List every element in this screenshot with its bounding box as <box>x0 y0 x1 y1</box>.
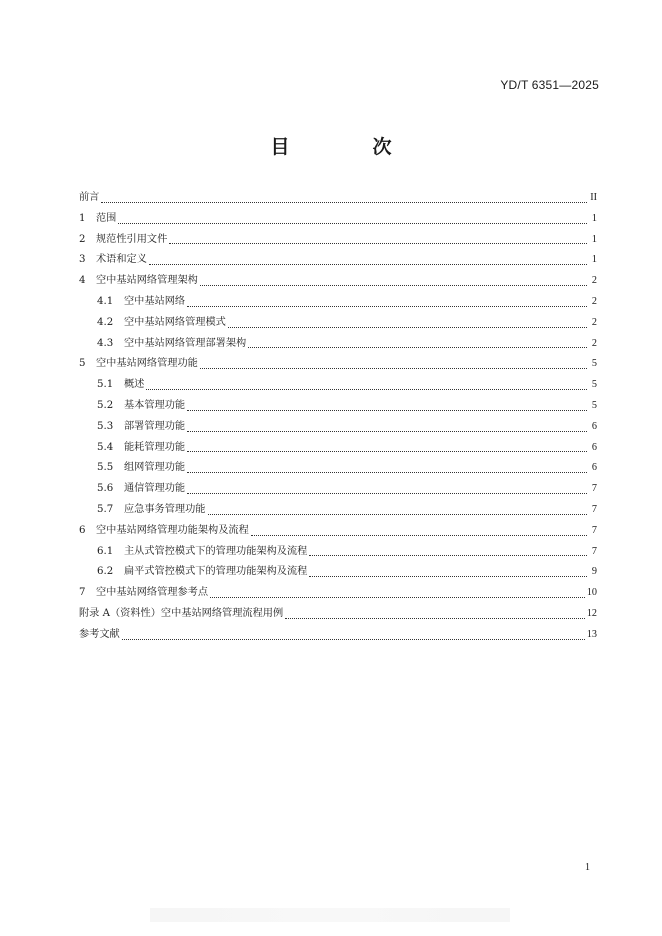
toc-entry-number: 5.5 <box>97 462 114 474</box>
toc-entry-label: 空中基站网络管理模式 <box>124 316 226 328</box>
toc-entry-number: 3 <box>79 254 86 266</box>
toc-entry-label: 空中基站网络管理部署架构 <box>124 337 247 349</box>
toc-entry-label: 范围 <box>96 212 117 224</box>
toc-dot-leader <box>118 223 587 224</box>
toc-dot-leader <box>228 327 587 328</box>
page-title: 目 次 <box>270 136 424 158</box>
toc-entry-page: II <box>590 192 597 203</box>
toc-entry-page: 1 <box>591 233 597 245</box>
toc-entry-label: 空中基站网络管理参考点 <box>96 587 209 599</box>
toc-entry-number: 6.2 <box>97 566 114 578</box>
toc-dot-leader <box>187 431 587 432</box>
footer-watermark <box>150 908 510 922</box>
toc-entry-label: 空中基站网络 <box>124 295 186 307</box>
toc-entry[interactable] <box>79 438 597 459</box>
toc-dot-leader <box>208 514 588 515</box>
toc-entry[interactable] <box>79 313 597 334</box>
toc-entry[interactable] <box>79 521 597 542</box>
toc-entry-label: 空中基站网络管理功能架构及流程 <box>96 524 249 536</box>
toc-dot-leader <box>187 493 587 494</box>
toc-entry-page: 10 <box>586 587 597 599</box>
toc-entry-label: 概述 <box>124 379 145 391</box>
toc-entry-number: 5.1 <box>97 379 114 391</box>
toc-entry-label: 能耗管理功能 <box>124 441 186 453</box>
toc-dot-leader <box>309 555 587 556</box>
toc-entry[interactable] <box>79 458 597 479</box>
toc-entry-label: 附录 A（资料性）空中基站网络管理流程用例 <box>79 607 284 619</box>
toc-entry[interactable] <box>79 604 597 625</box>
toc-entry[interactable] <box>79 583 597 604</box>
toc-entry-page: 6 <box>591 420 597 432</box>
toc-dot-leader <box>149 264 587 265</box>
toc-entry-page: 2 <box>591 275 597 287</box>
toc-dot-leader <box>200 368 587 369</box>
toc-entry[interactable] <box>79 271 597 292</box>
toc-entry-number: 4 <box>79 275 86 287</box>
toc-dot-leader <box>169 243 587 244</box>
toc-dot-leader <box>248 347 587 348</box>
toc-entry-page: 7 <box>591 524 597 536</box>
toc-dot-leader <box>200 285 587 286</box>
toc-entry[interactable] <box>79 417 597 438</box>
toc-entry-label: 扁平式管控模式下的管理功能架构及流程 <box>124 566 308 578</box>
toc-entry-label: 应急事务管理功能 <box>124 503 206 515</box>
toc-entry-label: 基本管理功能 <box>124 399 186 411</box>
toc-entry[interactable] <box>79 375 597 396</box>
toc-entry-label: 通信管理功能 <box>124 483 186 495</box>
toc-entry-page: 5 <box>591 379 597 391</box>
toc-entry-page: 2 <box>591 316 597 328</box>
toc-entry-page: 6 <box>591 441 597 453</box>
toc-entry-number: 6.1 <box>97 545 114 557</box>
toc-entry[interactable] <box>79 542 597 563</box>
toc-dot-leader <box>187 410 587 411</box>
footer-page-number: 1 <box>585 862 590 873</box>
toc-entry-page: 2 <box>591 337 597 349</box>
toc-dot-leader <box>187 472 587 473</box>
toc-entry[interactable] <box>79 479 597 500</box>
toc-entry-number: 7 <box>79 587 86 599</box>
toc-entry-number: 1 <box>79 212 86 224</box>
toc-entry[interactable] <box>79 354 597 375</box>
toc-entry-number: 4.3 <box>97 337 114 349</box>
toc-entry-page: 6 <box>591 462 597 474</box>
toc-entry-page: 13 <box>586 628 597 640</box>
toc-entry-number: 5.4 <box>97 441 114 453</box>
toc-entry-label: 规范性引用文件 <box>96 233 168 245</box>
toc-entry-label: 主从式管控模式下的管理功能架构及流程 <box>124 545 308 557</box>
toc-entry-label: 术语和定义 <box>96 254 147 266</box>
toc-entry[interactable] <box>79 209 597 230</box>
toc-dot-leader <box>187 306 587 307</box>
standard-code: YD/T 6351—2025 <box>500 78 599 92</box>
table-of-contents <box>79 188 597 646</box>
toc-entry-page: 12 <box>586 607 597 619</box>
toc-entry-page: 7 <box>591 503 597 515</box>
toc-entry-number: 5.3 <box>97 420 114 432</box>
toc-entry[interactable] <box>79 396 597 417</box>
toc-entry-label: 前言 <box>79 192 100 203</box>
toc-entry-page: 5 <box>591 358 597 370</box>
toc-entry-label: 组网管理功能 <box>124 462 186 474</box>
toc-entry-number: 5 <box>79 358 86 370</box>
toc-entry[interactable] <box>79 334 597 355</box>
toc-entry-page: 1 <box>591 254 597 266</box>
toc-entry-page: 9 <box>591 566 597 578</box>
toc-dot-leader <box>187 451 587 452</box>
toc-entry-number: 5.6 <box>97 483 114 495</box>
toc-entry[interactable] <box>79 562 597 583</box>
toc-entry-page: 5 <box>591 399 597 411</box>
toc-entry-label: 参考文献 <box>79 628 120 640</box>
toc-entry[interactable] <box>79 230 597 251</box>
toc-entry-page: 1 <box>591 212 597 224</box>
toc-entry-number: 4.1 <box>97 295 114 307</box>
toc-dot-leader <box>146 389 587 390</box>
toc-entry-page: 7 <box>591 483 597 495</box>
toc-entry[interactable] <box>79 292 597 313</box>
toc-dot-leader <box>251 535 587 536</box>
toc-entry-label: 空中基站网络管理架构 <box>96 275 198 287</box>
toc-entry-page: 2 <box>591 295 597 307</box>
toc-entry-number: 2 <box>79 233 86 245</box>
toc-entry-label: 部署管理功能 <box>124 420 186 432</box>
toc-dot-leader <box>309 576 587 577</box>
toc-entry-number: 6 <box>79 524 86 536</box>
toc-dot-leader <box>285 618 585 619</box>
toc-entry-number: 4.2 <box>97 316 114 328</box>
toc-entry-label: 空中基站网络管理功能 <box>96 358 198 370</box>
toc-entry-page: 7 <box>591 545 597 557</box>
toc-entry-number: 5.7 <box>97 503 114 515</box>
toc-entry[interactable] <box>79 188 597 209</box>
toc-entry[interactable] <box>79 625 597 646</box>
toc-entry[interactable] <box>79 500 597 521</box>
toc-dot-leader <box>210 597 585 598</box>
toc-entry[interactable] <box>79 250 597 271</box>
toc-dot-leader <box>122 639 585 640</box>
toc-entry-number: 5.2 <box>97 399 114 411</box>
toc-dot-leader <box>101 202 587 203</box>
